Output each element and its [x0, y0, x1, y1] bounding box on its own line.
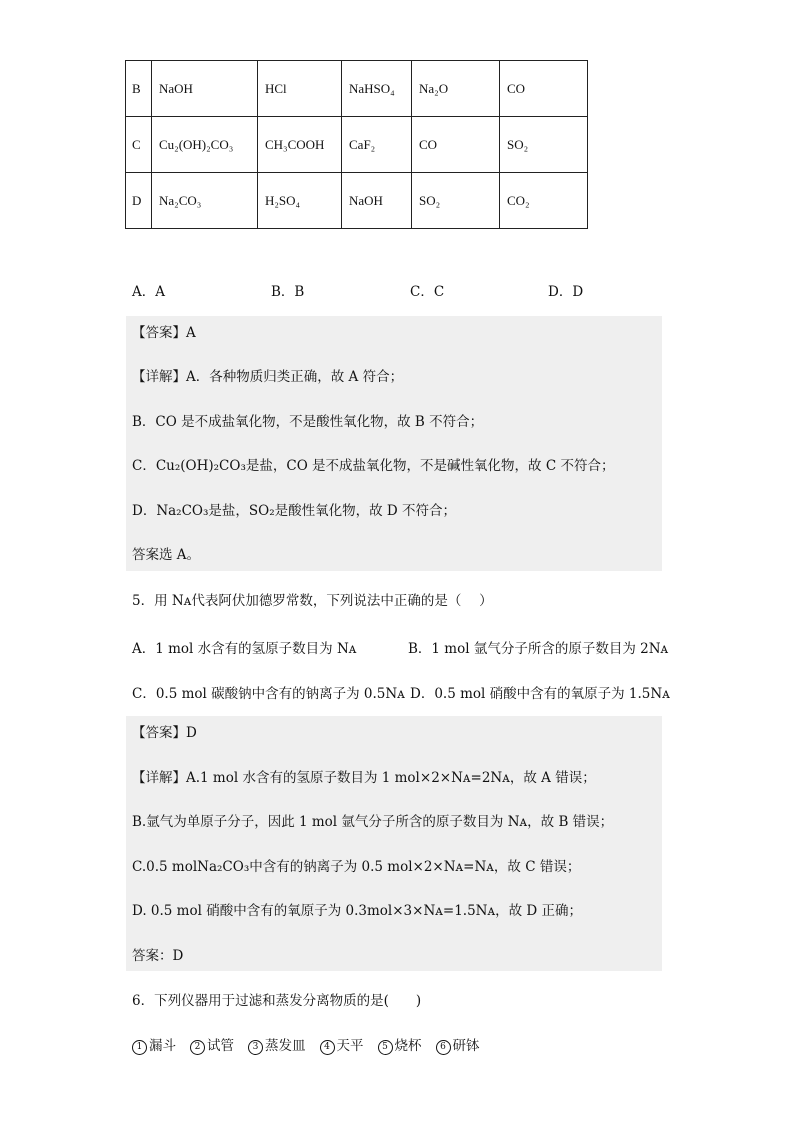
- q6-item: [436, 1038, 480, 1054]
- row-label: D: [126, 173, 152, 229]
- q4-option-b: B．B: [271, 284, 305, 300]
- table-cell: H₂SO₄: [258, 173, 342, 229]
- circled-number: 4: [320, 1040, 335, 1055]
- q6-item-name: 烧杯: [394, 1038, 422, 1054]
- q6-item-name: 蒸发皿: [265, 1038, 306, 1054]
- table-cell: CaF₂: [342, 117, 412, 173]
- circled-number: 1: [132, 1040, 147, 1055]
- q4-detail-b: B．CO 是不成盐氧化物，不是酸性氧化物，故 B 不符合；: [132, 414, 484, 430]
- q4-options: [132, 280, 652, 298]
- q5-answer-box: [126, 716, 662, 971]
- q6-item: [320, 1038, 364, 1054]
- row-label: B: [126, 61, 152, 117]
- classification-table: [125, 60, 588, 229]
- q5-option-c: C．0.5 mol 碳酸钠中含有的钠离子为 0.5Nᴀ: [132, 686, 405, 702]
- circled-number: 6: [436, 1040, 451, 1055]
- q5-detail-c: C.0.5 molNa₂CO₃中含有的钠离子为 0.5 mol×2×Nᴀ=Nᴀ，故 C 错误；: [132, 859, 581, 875]
- q4-detail-c: C．Cu₂(OH)₂CO₃是盐，CO 是不成盐氧化物，不是碱性氧化物，故 C 不符合；: [132, 458, 615, 474]
- table-cell: SO₂: [412, 173, 500, 229]
- q4-answer-box: [126, 316, 662, 571]
- table-cell: NaHSO₄: [342, 61, 412, 117]
- q4-detail-a: 【详解】A．各种物质归类正确，故 A 符合；: [132, 369, 404, 385]
- q4-detail-d: D．Na₂CO₃是盐，SO₂是酸性氧化物，故 D 不符合；: [132, 503, 457, 519]
- q6-item-name: 试管: [207, 1038, 234, 1054]
- q4-option-d: D．D: [548, 284, 584, 300]
- q4-answer: 【答案】A: [132, 325, 196, 341]
- q5-detail-a: 【详解】A.1 mol 水含有的氢原子数目为 1 mol×2×Nᴀ=2Nᴀ，故 A 错误；: [132, 770, 596, 786]
- q5-detail-b: B.氩气为单原子分子，因此 1 mol 氩气分子所含的原子数目为 Nᴀ，故 B 错误；: [132, 814, 614, 830]
- table-cell: HCl: [258, 61, 342, 117]
- circled-number: 5: [378, 1040, 393, 1055]
- table-cell: SO₂: [500, 117, 588, 173]
- table-row: [126, 61, 588, 117]
- table-cell: NaOH: [152, 61, 258, 117]
- q6-stem: 6．下列仪器用于过滤和蒸发分离物质的是( ): [132, 993, 422, 1009]
- circled-number: 3: [248, 1040, 263, 1055]
- q5-answer: 【答案】D: [132, 725, 197, 741]
- table-cell: Cu₂(OH)₂CO₃: [152, 117, 258, 173]
- row-label: C: [126, 117, 152, 173]
- q4-option-c: C．C: [410, 284, 445, 300]
- table-row: [126, 173, 588, 229]
- table-cell: NaOH: [342, 173, 412, 229]
- q6-item: [132, 1038, 176, 1054]
- q5-detail-d: D. 0.5 mol 硝酸中含有的氧原子为 0.3mol×3×Nᴀ=1.5Nᴀ，故 D 正确；: [132, 903, 583, 919]
- q5-option-a: A．1 mol 水含有的氢原子数目为 Nᴀ: [132, 641, 357, 657]
- table-cell: Na₂O: [412, 61, 500, 117]
- q5-option-d: D．0.5 mol 硝酸中含有的氧原子为 1.5Nᴀ: [410, 686, 670, 702]
- q6-item-name: 漏斗: [149, 1038, 176, 1054]
- table-cell: CH₃COOH: [258, 117, 342, 173]
- table-cell: Na₂CO₃: [152, 173, 258, 229]
- q6-items: [132, 1037, 494, 1055]
- table-cell: CO: [412, 117, 500, 173]
- q5-stem: 5．用 Nᴀ代表阿伏加德罗常数，下列说法中正确的是（ ）: [132, 593, 493, 609]
- q6-item: [248, 1038, 306, 1054]
- table-cell: CO₂: [500, 173, 588, 229]
- q4-option-a: A．A: [132, 284, 165, 300]
- q5-conclusion: 答案：D: [132, 948, 184, 964]
- q6-item: [190, 1038, 234, 1054]
- q4-conclusion: 答案选 A。: [132, 547, 201, 563]
- circled-number: 2: [190, 1040, 205, 1055]
- q6-item-name: 研钵: [452, 1038, 480, 1054]
- q6-item: [378, 1038, 422, 1054]
- table-row: [126, 117, 588, 173]
- q5-option-b: B．1 mol 氩气分子所含的原子数目为 2Nᴀ: [408, 641, 669, 657]
- q6-item-name: 天平: [336, 1038, 364, 1054]
- table-cell: CO: [500, 61, 588, 117]
